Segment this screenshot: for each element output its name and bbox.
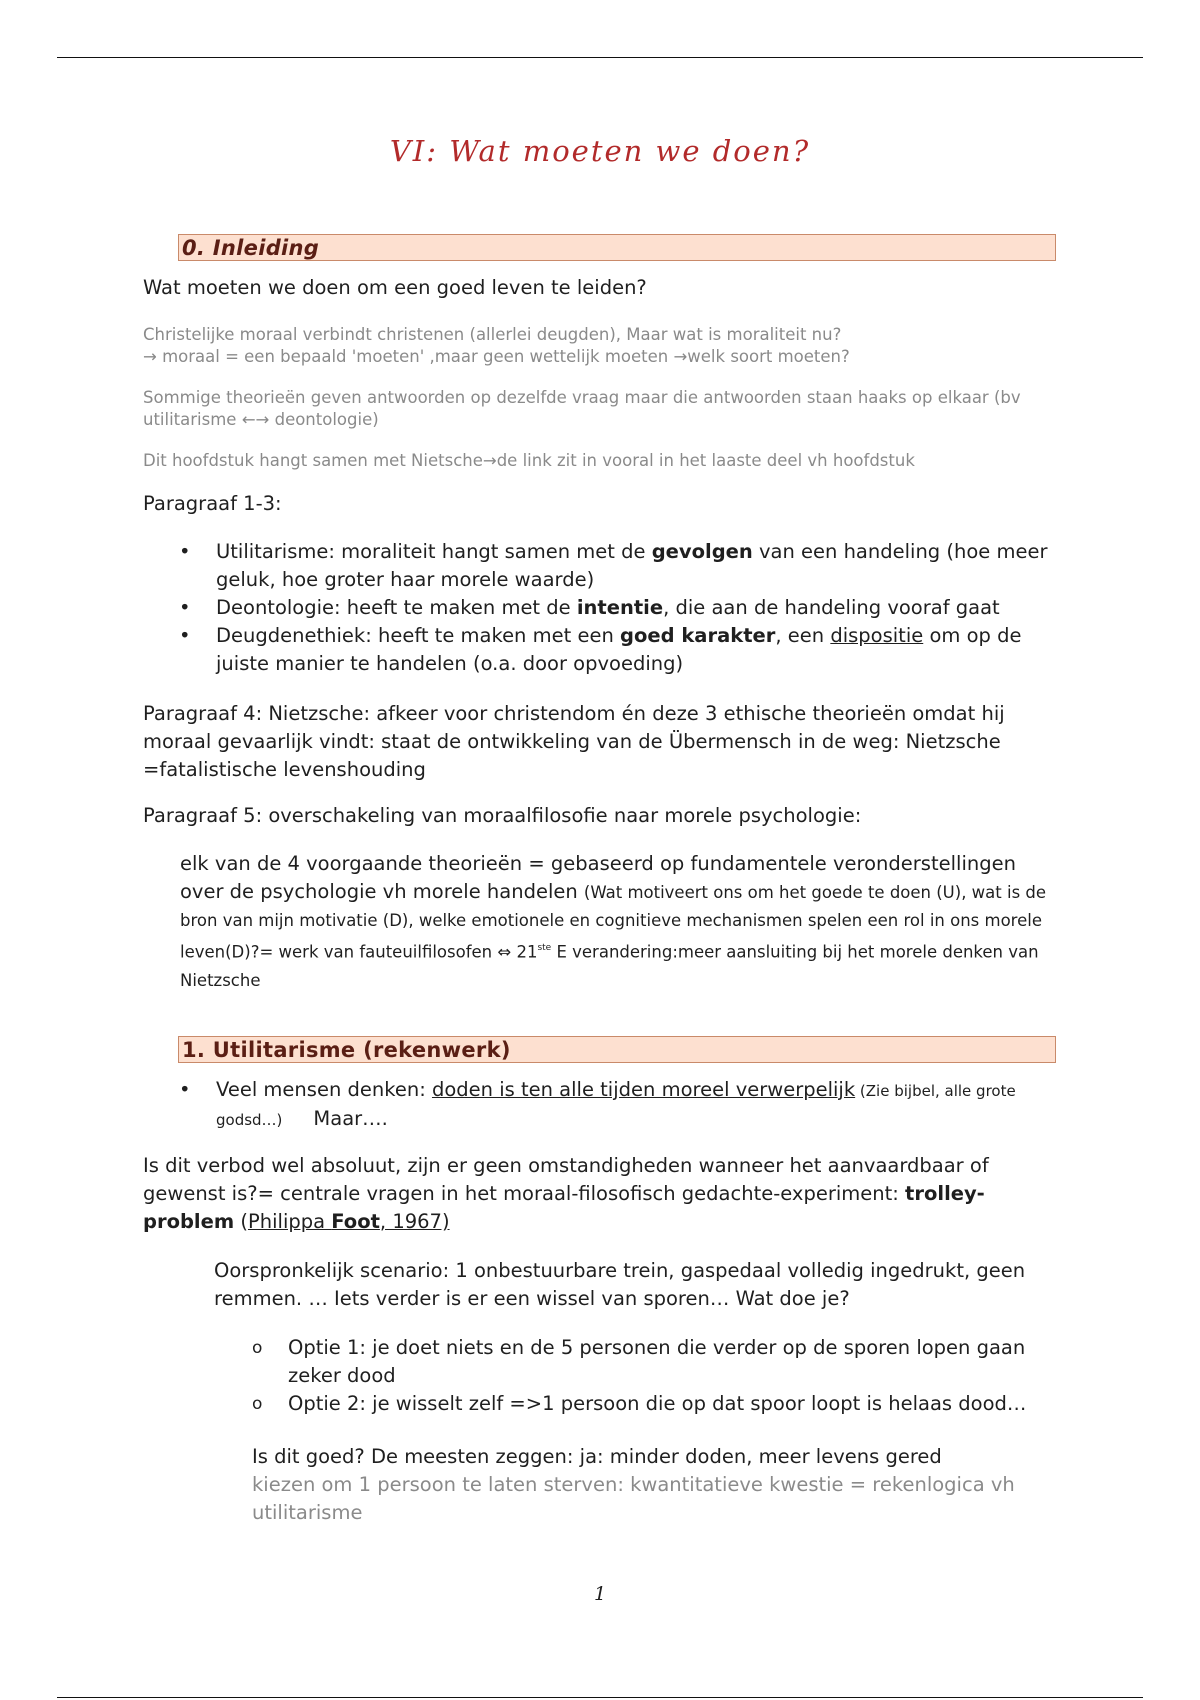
paragraaf-4: Paragraaf 4: Nietzsche: afkeer voor christendom én deze 3 ethische theorieën omdat hij moraal gevaarlijk vindt: staat de ontwikkeling van de Übermensch in de weg: Nietzsche =fatalistische levenshouding bbox=[143, 702, 1005, 781]
conclusion-text: Is dit goed? De meesten zeggen: ja: minder doden, meer levens gered bbox=[252, 1445, 942, 1468]
intro-gray-block-2: Sommige theorieën geven antwoorden op dezelfde vraag maar die antwoorden staan haaks op elkaar (bv utilitarisme ←→ deontologie) bbox=[143, 388, 1021, 429]
bottom-rule bbox=[57, 1697, 1143, 1698]
gray-line-1: Christelijke moraal verbindt christenen (allerlei deugden), Maar wat is moraliteit nu? bbox=[143, 325, 842, 344]
intro-gray-block-1 bbox=[143, 324, 1063, 368]
gray-line-2: → moraal = een bepaald 'moeten' ,maar geen wettelijk moeten →welk soort moeten? bbox=[143, 347, 850, 366]
scenario-text: Oorspronkelijk scenario: 1 onbestuurbare trein, gaspedaal volledig ingedrukt, geen remmen. … Iets verder is er een wissel van sporen… Wat doe je? bbox=[214, 1259, 1026, 1310]
page-number: 1 bbox=[593, 1583, 607, 1605]
theory-bullet-list bbox=[143, 538, 1063, 678]
list-item: o Optie 2: je wisselt zelf =>1 persoon die op dat spoor loopt is helaas dood… bbox=[252, 1390, 1062, 1418]
trolley-paragraph: Is dit verbod wel absoluut, zijn er geen omstandigheden wanneer het aanvaardbaar of gewenst is?= centrale vragen in het moraal-filosofisch gedachte-experiment: trolley-problem (Philippa Foot, 1967) bbox=[143, 1154, 989, 1233]
conclusion-gray-text: kiezen om 1 persoon te laten sterven: kwantitatieve kwestie = rekenlogica vh utilitarisme bbox=[252, 1473, 1015, 1524]
paragraaf-5: Paragraaf 5: overschakeling van moraalfilosofie naar morele psychologie: bbox=[143, 804, 862, 827]
list-item: • Utilitarisme: moraliteit hangt samen met de gevolgen van een handeling (hoe meer geluk, hoe groter haar morele waarde) bbox=[143, 538, 1063, 594]
paragraaf-1-3-label: Paragraaf 1-3: bbox=[143, 492, 282, 515]
paragraaf-5-indent: elk van de 4 voorgaande theorieën = gebaseerd op fundamentele veronderstellingen over de psychologie vh morele handelen (Wat motiveert ons om het goede te doen (U), wat is de bron van mijn motivatie (D), welke emotionele en cognitieve mechanismen spelen een rol in ons morele leven(D)?= werk van fauteuilfilosofen ⇔ 21ste E verandering:meer aansluiting bij het morele denken van Nietzsche bbox=[180, 852, 1047, 990]
top-rule bbox=[57, 57, 1143, 58]
intro-gray-block-3: Dit hoofdstuk hangt samen met Nietsche→de link zit in vooral in het laaste deel vh hoofdstuk bbox=[143, 451, 915, 470]
option-list bbox=[252, 1334, 1062, 1418]
list-item: o Optie 1: je doet niets en de 5 personen die verder op de sporen lopen gaan zeker dood bbox=[252, 1334, 1062, 1390]
list-item: • Deugdenethiek: heeft te maken met een goed karakter, een dispositie om op de juiste manier te handelen (o.a. door opvoeding) bbox=[143, 622, 1063, 678]
list-item: • Deontologie: heeft te maken met de intentie, die aan de handeling vooraf gaat bbox=[143, 594, 1063, 622]
utilitarisme-bullet bbox=[143, 1076, 1063, 1134]
section-heading-utilitarisme: 1. Utilitarisme (rekenwerk) bbox=[178, 1036, 1056, 1063]
intro-question: Wat moeten we doen om een goed leven te leiden? bbox=[143, 276, 647, 299]
list-item: • Veel mensen denken: doden is ten alle tijden moreel verwerpelijk (Zie bijbel, alle grote godsd…) Maar…. bbox=[143, 1076, 1063, 1134]
section-heading-inleiding: 0. Inleiding bbox=[178, 234, 1056, 261]
conclusion-block bbox=[252, 1443, 1062, 1527]
page-title: VI: Wat moeten we doen? bbox=[389, 134, 811, 168]
